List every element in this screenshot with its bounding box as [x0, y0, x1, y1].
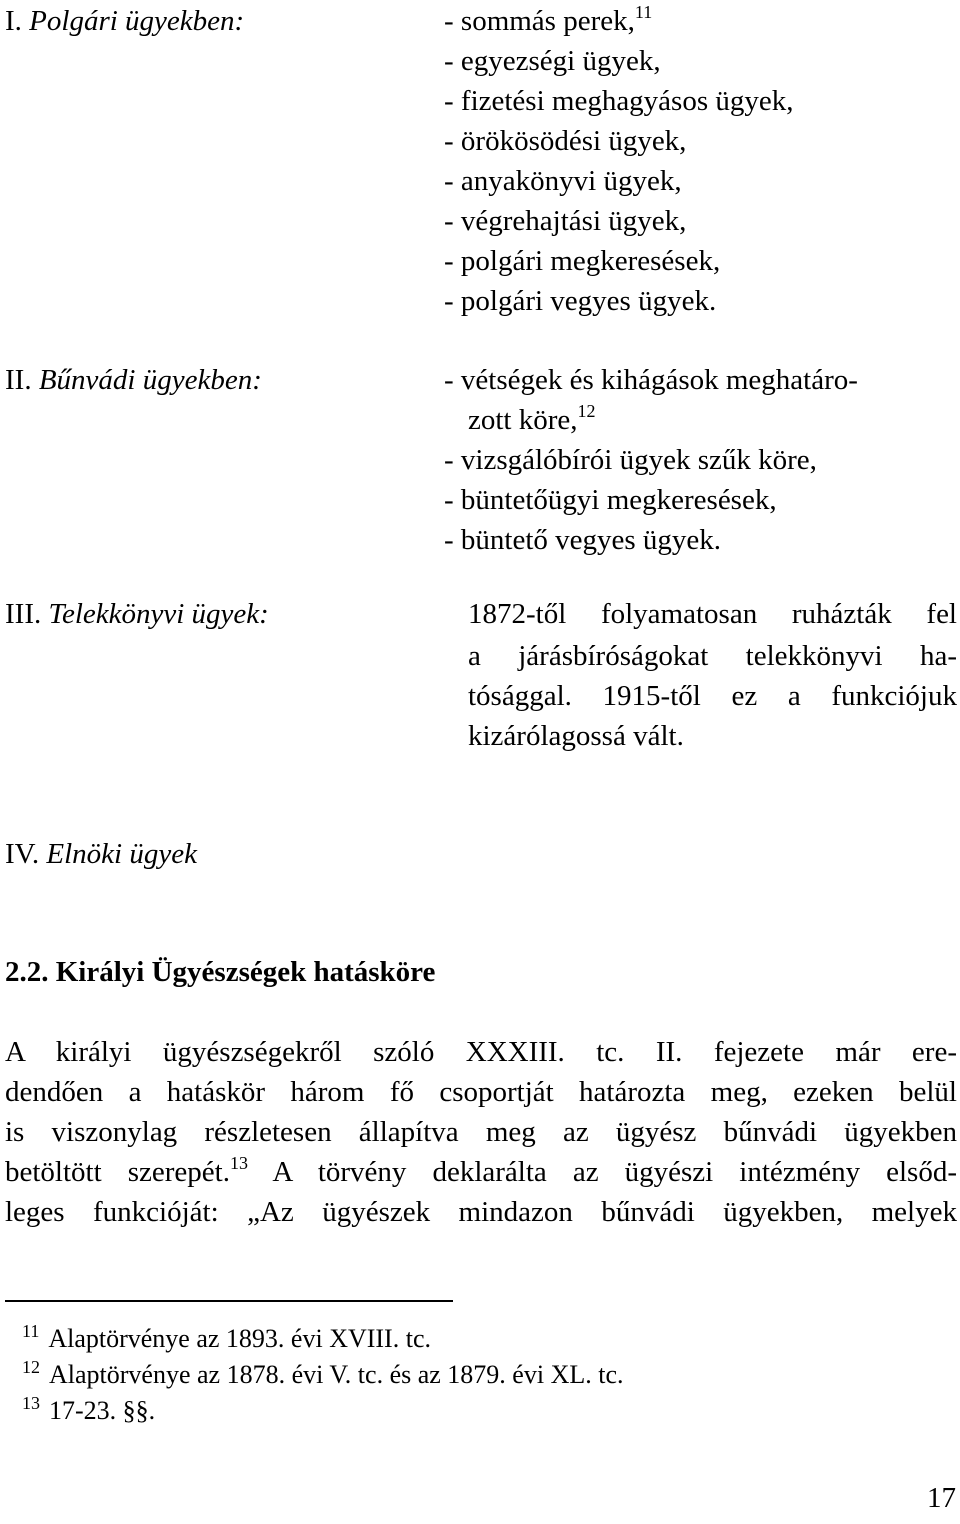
footnote-separator [5, 1300, 453, 1302]
section-1-roman: I. [5, 5, 22, 37]
section-1-title: Polgári ügyekben: [29, 5, 245, 37]
section-1-item: - sommás perek,$^{11}$ [444, 2, 653, 37]
body-line: betöltött szerepét.$^{13}$ A törvény deklarálta az ügyészi intézmény elsőd- [5, 1153, 957, 1188]
section-1-item: - anyakönyvi ügyek, [444, 165, 682, 197]
section-4-roman: IV. [5, 838, 40, 870]
section-3-line: tósággal. 1915-től ez a funkciójuk [468, 680, 957, 712]
section-1-item: - polgári vegyes ügyek. [444, 285, 717, 317]
section-3-line: kizárólagossá vált. [468, 720, 684, 752]
section-1-label [5, 3, 244, 40]
section-2-item: - büntető vegyes ügyek. [444, 524, 722, 556]
footnote-ref-11: 11 [634, 2, 653, 22]
section-3-line: 1872-től folyamatosan ruházták fel [468, 598, 957, 630]
section-1-item: - fizetési meghagyásos ügyek, [444, 85, 794, 117]
section-4-title: Elnöki ügyek [46, 838, 197, 870]
section-2-roman: II. [5, 364, 32, 396]
body-line: leges funkcióját: „Az ügyészek mindazon bűnvádi ügyekben, melyek [5, 1196, 957, 1228]
section-3-label [5, 596, 269, 633]
page-number: 17 [927, 1482, 956, 1514]
footnote-13: $^{13}$ 17-23. §§. [22, 1393, 156, 1425]
section-1-item: - örökösödési ügyek, [444, 125, 687, 157]
section-1-item: - polgári megkeresések, [444, 245, 721, 277]
section-2-label [5, 362, 262, 399]
section-heading: 2.2. Királyi Ügyészségek hatásköre [5, 956, 436, 988]
section-3-title: Telekkönyvi ügyek: [48, 598, 269, 630]
body-line: A királyi ügyészségekről szóló XXXIII. tc. II. fejezete már ere- [5, 1036, 957, 1068]
section-2-item: - vizsgálóbírói ügyek szűk köre, [444, 444, 817, 476]
section-3-roman: III. [5, 598, 42, 630]
body-line: is viszonylag részletesen állapítva meg az ügyész bűnvádi ügyekben [5, 1116, 957, 1148]
section-2-title: Bűnvádi ügyekben: [38, 364, 262, 396]
section-1-item: - egyezségi ügyek, [444, 45, 661, 77]
body-line: dendően a hatáskör három fő csoportját határozta meg, ezeken belül [5, 1076, 957, 1108]
section-4-label [5, 836, 197, 873]
footnote-11: $^{11}$ Alaptörvénye az 1893. évi XVIII. tc. [22, 1321, 431, 1353]
footnote-ref-13: 13 [229, 1153, 248, 1173]
section-1-item: - végrehajtási ügyek, [444, 205, 687, 237]
section-2-item: - büntetőügyi megkeresések, [444, 484, 777, 516]
section-2-item: - vétségek és kihágások meghatáro- [444, 364, 858, 396]
footnote-ref-12: 12 [577, 401, 596, 421]
footnote-12: $^{12}$ Alaptörvénye az 1878. évi V. tc. és az 1879. évi XL. tc. [22, 1357, 624, 1389]
section-3-line: a járásbíróságokat telekkönyvi ha- [468, 640, 957, 672]
section-2-item: zott köre,$^{12}$ [468, 401, 596, 436]
